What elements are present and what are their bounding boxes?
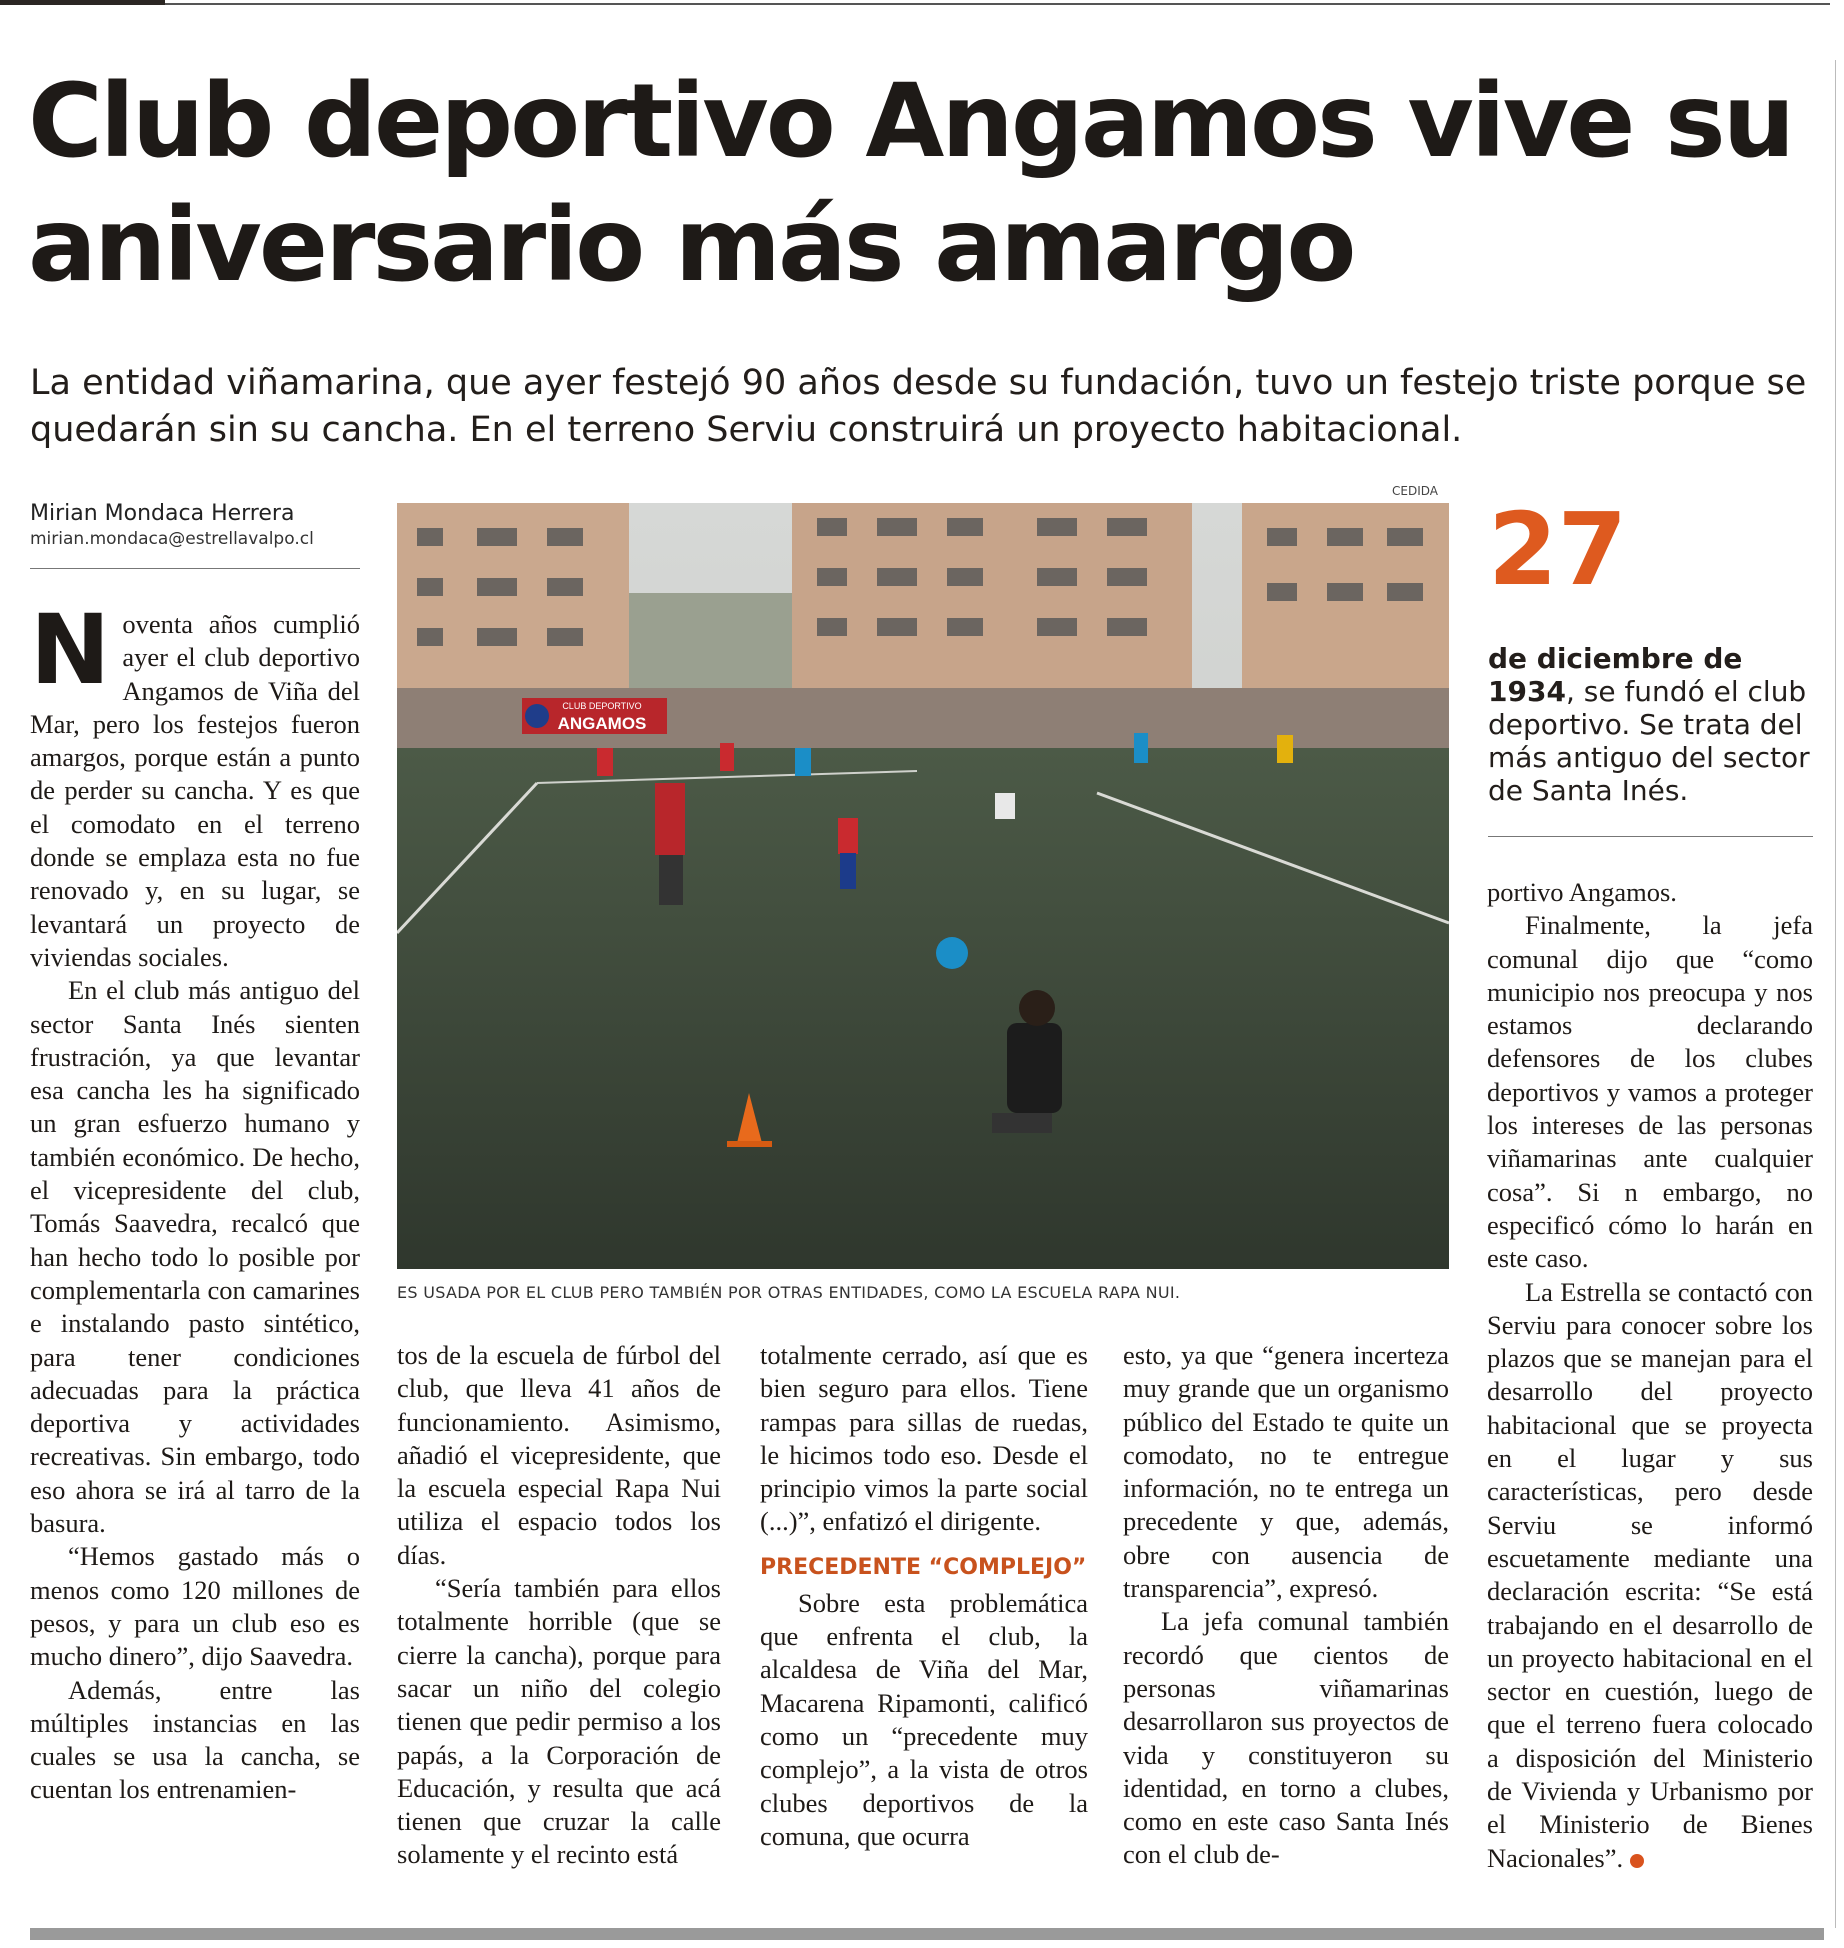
bottom-bar [30, 1928, 1824, 1940]
paragraph: La jefa comunal también recordó que cientos de personas viñamarinas desarrollaron sus proyectos de vida y constituyeron su identidad, en torno a clubes, como en este caso Santa Inés con el club de- [1123, 1606, 1449, 1870]
fact-text [1488, 642, 1818, 807]
column-2 [397, 1339, 721, 1872]
right-margin-rule [1835, 60, 1836, 1928]
top-section-bar [0, 0, 165, 5]
fact-number: 27 [1488, 491, 1628, 608]
paragraph [1487, 1276, 1813, 1875]
paragraph-text: La Estrella se contactó con Serviu para conocer sobre los plazos que se manejan para el desarrollo del proyecto habitacional que se proyecta en el lugar y sus características, pero desde Serviu se informó escuetamente mediante una declaración escrita: “Se está trabajando en el desarrollo de un proyecto habitacional en el sector en cuestión, luego de que el terreno fuera colocado a disposición del Ministerio de Vivienda y Urbanismo por el Ministerio de Bienes Nacionales”. [1487, 1276, 1813, 1873]
column-1 [30, 594, 360, 1807]
paragraph: “Sería también para ellos totalmente horrible (que se cierre la cancha), porque para sacar un niño del colegio tienen que pedir permiso a los papás, a la Corporación de Educación, y resulta que acá tienen que cruzar la calle solamente y el recinto está [397, 1573, 721, 1870]
paragraph: totalmente cerrado, así que es bien seguro para ellos. Tiene rampas para sillas de ruedas, le hicimos todo eso. Desde el principio vimos la parte social (...)”, enfatizó el dirigente. [760, 1340, 1088, 1537]
photo-credit: CEDIDA [1392, 484, 1438, 498]
photo-caption: ES USADA POR EL CLUB PERO TAMBIÉN POR OTRAS ENTIDADES, COMO LA ESCUELA RAPA NUI. [397, 1283, 1181, 1302]
byline [30, 500, 360, 551]
deck: La entidad viñamarina, que ayer festejó 90 años desde su fundación, tuvo un festejo triste porque se quedarán sin su cancha. En el terreno Serviu construirá un proyecto habitacional. [30, 363, 1807, 450]
paragraph: esto, ya que “genera incerteza muy grande que un organismo público del Estado te quite un comodato, no te entregue información, no te entrega un precedente y que, además, obre con ausencia de transparencia”, expresó. [1123, 1340, 1449, 1604]
fact-date: de diciembre de 1934 [1488, 642, 1743, 708]
paragraph: En el club más antiguo del sector Santa Inés sienten frustración, ya que levantar esa cancha les ha significado un gran esfuerzo humano y también económico. De hecho, el vicepresidente del club, Tomás Saavedra, recalcó que han hecho todo lo posible por complementarla con camarines e instalando pasto sintético, para tener condiciones adecuadas para la práctica deportiva y actividades recreativas. Sin embargo, todo eso ahora se irá al tarro de la basura. [30, 975, 360, 1539]
banner-main-text: ANGAMOS [557, 714, 647, 733]
article-photo [397, 503, 1449, 1269]
banner-top-text: CLUB DEPORTIVO [562, 701, 642, 711]
paragraph: portivo Angamos. [1487, 877, 1677, 907]
paragraph: Finalmente, la jefa comunal dijo que “como municipio nos preocupa y nos estamos declarando defensores de los clubes deportivos y vamos a proteger los intereses de las personas viñamarinas ante cualquier cosa”. Si n embargo, no especificó cómo lo harán en este caso. [1487, 910, 1813, 1274]
drop-cap: N [30, 594, 111, 706]
subheading: PRECEDENTE “COMPLEJO” [760, 1554, 1087, 1580]
paragraph: Sobre esta problemática que enfrenta el club, la alcaldesa de Viña del Mar, Macarena Ripamonti, calificó como un “precedente muy complejo”, a la vista de otros clubes deportivos de la comuna, que ocurra [760, 1587, 1088, 1851]
paragraph-text: oventa años cumplió ayer el club deportivo Angamos de Viña del Mar, pero los festejos fueron amargos, porque están a punto de perder su cancha. Y es que el comodato en el terreno donde se emplaza esta no fue renovado y, en su lugar, se levantará un proyecto de viviendas sociales. [30, 609, 360, 972]
byline-rule [30, 568, 360, 569]
column-3 [760, 1339, 1088, 1853]
paragraph: “Hemos gastado más o menos como 120 millones de pesos, y para un club eso es mucho dinero”, dijo Saavedra. [30, 1541, 360, 1672]
fact-rule [1488, 836, 1813, 837]
author-name: Mirian Mondaca Herrera [30, 501, 295, 526]
paragraph: Además, entre las múltiples instancias en las cuales se usa la cancha, se cuentan los entrenamien- [30, 1674, 360, 1805]
column-5 [1487, 876, 1813, 1875]
top-rule [165, 3, 1830, 5]
photo-club-banner [522, 698, 667, 734]
paragraph [30, 594, 360, 974]
paragraph: tos de la escuela de fúrbol del club, que lleva 41 años de funcionamiento. Asimismo, añadió el vicepresidente, que la escuela especial Rapa Nui utiliza el espacio todos los días. [397, 1340, 721, 1570]
author-email: mirian.mondaca@estrellavalpo.cl [30, 529, 314, 549]
fact-description: , se fundó el club deportivo. Se trata del más antiguo del sector de Santa Inés. [1488, 675, 1810, 807]
end-mark-icon: ✪ [1630, 1854, 1644, 1868]
photo-pitch [397, 748, 1449, 1269]
headline: Club deportivo Angamos vive su aniversario más amargo [28, 62, 1793, 305]
column-4 [1123, 1339, 1449, 1872]
